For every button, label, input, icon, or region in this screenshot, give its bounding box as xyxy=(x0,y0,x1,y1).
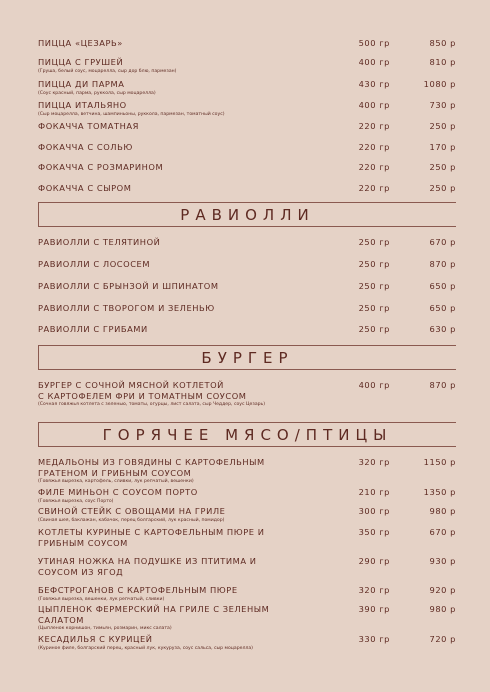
item-name: РАВИОЛЛИ С БРЫНЗОЙ И ШПИНАТОМ xyxy=(38,281,219,291)
menu-item xyxy=(38,121,456,132)
item-price: 1150 р xyxy=(423,457,456,467)
menu-item xyxy=(38,100,456,118)
item-description: (Груша, белый соус, моцарелла, сыр дор блю, пармезан) xyxy=(38,68,177,74)
item-price: 870 р xyxy=(429,259,456,269)
item-name: ПИЦЦА ИТАЛЬЯНО xyxy=(38,100,127,110)
menu-item xyxy=(38,162,456,173)
section-title: ГОРЯЧЕЕ МЯСО/ПТИЦЫ xyxy=(102,425,393,444)
item-name: УТИНАЯ НОЖКА НА ПОДУШКЕ ИЗ ПТИТИМА И СОУСОМ ИЗ ЯГОД xyxy=(38,556,257,577)
item-price: 980 р xyxy=(429,604,456,614)
menu-item xyxy=(38,585,456,603)
item-weight: 500 гр xyxy=(358,38,390,48)
item-price: 670 р xyxy=(429,527,456,537)
item-name: БУРГЕР С СОЧНОЙ МЯСНОЙ КОТЛЕТОЙ С КАРТОФЕЛЕМ ФРИ И ТОМАТНЫМ СОУСОМ xyxy=(38,380,247,401)
item-description: (Говяжья вырезка, картофель, сливки, лук репчатый, вешенки) xyxy=(38,479,194,484)
item-weight: 250 гр xyxy=(358,303,390,313)
item-description: (Сочная говяжья котлета с зеленью, томаты, огурцы, лист салата, сыр Чеддер, соус Цезарь) xyxy=(38,402,266,407)
section-header-burger xyxy=(38,345,456,370)
menu-item xyxy=(38,57,456,75)
item-name: ФОКАЧЧА С РОЗМАРИНОМ xyxy=(38,162,164,172)
item-weight: 400 гр xyxy=(358,57,390,67)
item-weight: 250 гр xyxy=(358,259,390,269)
item-price: 1350 р xyxy=(423,487,456,497)
item-price: 170 р xyxy=(429,142,456,152)
item-weight: 430 гр xyxy=(358,79,390,89)
menu-item xyxy=(38,259,456,270)
item-weight: 400 гр xyxy=(358,100,390,110)
item-name: СВИНОЙ СТЕЙК С ОВОЩАМИ НА ГРИЛЕ xyxy=(38,506,226,516)
item-name: ФИЛЕ МИНЬОН С СОУСОМ ПОРТО xyxy=(38,487,198,497)
item-price: 810 р xyxy=(429,57,456,67)
item-price: 630 р xyxy=(429,324,456,334)
item-name: КЕСАДИЛЬЯ С КУРИЦЕЙ xyxy=(38,634,153,644)
item-weight: 250 гр xyxy=(358,324,390,334)
item-weight: 220 гр xyxy=(358,183,390,193)
item-price: 730 р xyxy=(429,100,456,110)
item-name: КОТЛЕТЫ КУРИНЫЕ С КАРТОФЕЛЬНЫМ ПЮРЕ И ГРИБНЫМ СОУСОМ xyxy=(38,527,265,548)
item-name: ПИЦЦА «ЦЕЗАРЬ» xyxy=(38,38,123,48)
item-description: (Сыр моцарелла, ветчина, шампиньоны, руккола, пармезан, томатный соус) xyxy=(38,111,225,117)
item-description: (Говяжья вырезка, соус Порто) xyxy=(38,498,114,504)
menu-item xyxy=(38,142,456,153)
menu-item xyxy=(38,556,456,577)
item-price: 670 р xyxy=(429,237,456,247)
item-price: 920 р xyxy=(429,585,456,595)
item-weight: 250 гр xyxy=(358,237,390,247)
item-weight: 400 гр xyxy=(358,380,390,390)
item-weight: 300 гр xyxy=(358,506,390,516)
item-price: 1080 р xyxy=(423,79,456,89)
menu-item xyxy=(38,324,456,335)
item-description: (Свиная шея, баклажан, кабачок, перец болгарский, лук красный, помидор) xyxy=(38,517,225,523)
item-weight: 330 гр xyxy=(358,634,390,644)
menu-item xyxy=(38,237,456,248)
item-price: 980 р xyxy=(429,506,456,516)
item-weight: 220 гр xyxy=(358,162,390,172)
item-price: 870 р xyxy=(429,380,456,390)
item-name: РАВИОЛЛИ С ТВОРОГОМ И ЗЕЛЕНЬЮ xyxy=(38,303,215,313)
section-title: БУРГЕР xyxy=(201,348,294,367)
item-weight: 220 гр xyxy=(358,121,390,131)
item-description: (Говяжья вырезка, вешенки, лук репчатый, сливки) xyxy=(38,596,165,602)
menu-item xyxy=(38,506,456,524)
menu-item xyxy=(38,79,456,97)
item-name: ЦЫПЛЕНОК ФЕРМЕРСКИЙ НА ГРИЛЕ С ЗЕЛЕНЫМ САЛАТОМ xyxy=(38,604,270,625)
item-weight: 210 гр xyxy=(358,487,390,497)
item-name: РАВИОЛЛИ С ТЕЛЯТИНОЙ xyxy=(38,237,161,247)
section-title: РАВИОЛЛИ xyxy=(180,205,315,224)
menu-item xyxy=(38,634,456,652)
item-weight: 220 гр xyxy=(358,142,390,152)
item-price: 720 р xyxy=(429,634,456,644)
item-name: ПИЦЦА ДИ ПАРМА xyxy=(38,79,125,89)
item-price: 850 р xyxy=(429,38,456,48)
item-price: 930 р xyxy=(429,556,456,566)
menu-item xyxy=(38,527,456,548)
menu-item xyxy=(38,380,456,408)
item-price: 650 р xyxy=(429,281,456,291)
item-weight: 350 гр xyxy=(358,527,390,537)
menu-item xyxy=(38,457,456,485)
item-description: (Куриное филе, болгарский перец, красный лук, кукуруза, соус сальса, сыр моцарелла) xyxy=(38,645,253,651)
menu-item xyxy=(38,303,456,314)
menu-item xyxy=(38,281,456,292)
item-price: 250 р xyxy=(429,183,456,193)
item-name: ФОКАЧЧА ТОМАТНАЯ xyxy=(38,121,139,131)
item-name: ФОКАЧЧА С СЫРОМ xyxy=(38,183,132,193)
item-price: 250 р xyxy=(429,121,456,131)
item-weight: 290 гр xyxy=(358,556,390,566)
item-weight: 390 гр xyxy=(358,604,390,614)
item-name: ФОКАЧЧА С СОЛЬЮ xyxy=(38,142,133,152)
item-name: РАВИОЛЛИ С ЛОСОСЕМ xyxy=(38,259,151,269)
item-name: БЕФСТРОГАНОВ С КАРТОФЕЛЬНЫМ ПЮРЕ xyxy=(38,585,238,595)
item-weight: 320 гр xyxy=(358,585,390,595)
item-description: (Соус красный, парма, руккола, сыр моцарелла) xyxy=(38,90,156,96)
item-price: 250 р xyxy=(429,162,456,172)
item-weight: 320 гр xyxy=(358,457,390,467)
menu-item xyxy=(38,183,456,194)
item-description: (Цыпленок корнишон, тимьян, розмарин, микс салата) xyxy=(38,626,172,631)
item-name: МЕДАЛЬОНЫ ИЗ ГОВЯДИНЫ С КАРТОФЕЛЬНЫМ ГРАТЕНОМ И ГРИБНЫМ СОУСОМ xyxy=(38,457,265,478)
item-price: 650 р xyxy=(429,303,456,313)
item-weight: 250 гр xyxy=(358,281,390,291)
menu-item xyxy=(38,487,456,505)
section-header-hot-meat xyxy=(38,422,456,447)
menu-item xyxy=(38,38,456,49)
item-name: РАВИОЛЛИ С ГРИБАМИ xyxy=(38,324,148,334)
menu-item xyxy=(38,604,456,632)
item-name: ПИЦЦА С ГРУШЕЙ xyxy=(38,57,124,67)
section-header-ravioli xyxy=(38,202,456,227)
